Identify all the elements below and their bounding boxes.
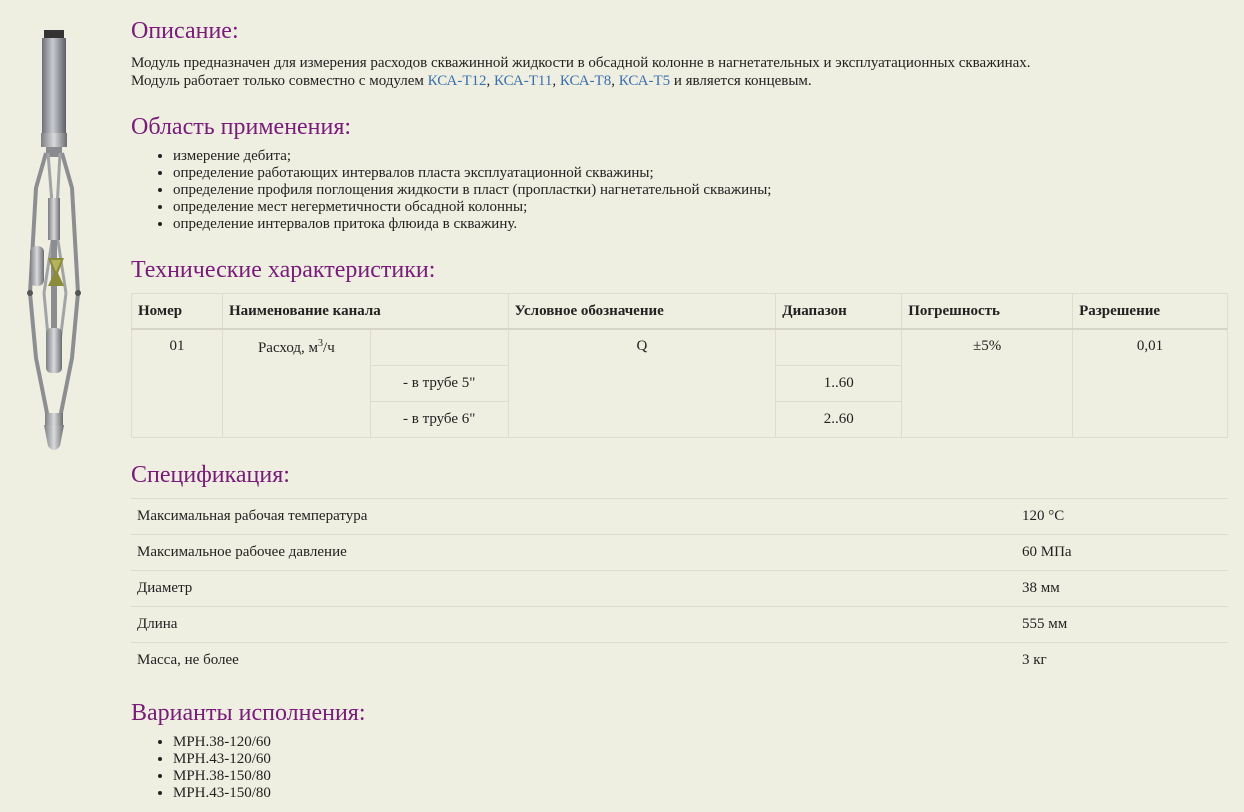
cell-number: 01 [132,329,223,438]
spec-name: Длина [131,607,1022,643]
spec-value: 3 кг [1022,643,1228,679]
table-row [132,329,1228,366]
cell-sub-label: - в трубе 5" [370,366,508,402]
spec-title: Спецификация: [131,462,290,488]
table-row [131,571,1228,607]
product-image [24,28,84,458]
table-row [131,607,1228,643]
application-list [131,148,1228,233]
content [131,14,1228,802]
description-line-2-prefix: Модуль работает только совместно с модулем [131,73,428,89]
spec-name: Диаметр [131,571,1022,607]
description-title: Описание: [131,18,239,44]
spec-value: 555 мм [1022,607,1228,643]
application-title: Область применения: [131,114,352,140]
spec-name: Максимальное рабочее давление [131,535,1022,571]
header-range: Диапазон [776,294,902,330]
cell-sub-range: 1..60 [776,366,902,402]
link-ksa-t8[interactable]: КСА-Т8 [559,73,612,89]
header-number: Номер [132,294,223,330]
list-item: • МРН.38-150/80 [173,768,1228,785]
spec-name: Максимальная рабочая температура [131,499,1022,535]
header-resolution: Разрешение [1073,294,1228,330]
tech-title: Технические характеристики: [131,257,436,283]
header-error: Погрешность [902,294,1073,330]
tech-section [131,253,1228,438]
table-row [131,499,1228,535]
spec-section [131,458,1228,678]
list-item: • МРН.43-120/60 [173,751,1228,768]
cell-range-empty [776,329,902,366]
list-item: • определение мест негерметичности обсадной колонны; [173,199,1228,216]
spec-name: Масса, не более [131,643,1022,679]
cell-sub-label: - в трубе 6" [370,402,508,438]
spec-value: 120 °С [1022,499,1228,535]
table-header-row [132,294,1228,330]
table-row [131,535,1228,571]
description-section [131,14,1228,90]
variants-title: Варианты исполнения: [131,700,366,726]
link-ksa-t5[interactable]: КСА-Т5 [618,73,671,89]
cell-error: ±5% [902,329,1073,438]
description-line-1: Модуль предназначен для измерения расходов скважинной жидкости в обсадной колонне в нагнетательных и эксплуатационных скважинах. [131,55,1031,71]
list-item: • определение профиля поглощения жидкости в пласт (пропластки) нагнетательной скважины; [173,182,1228,199]
application-section [131,110,1228,233]
table-row [131,643,1228,679]
list-item: • измерение дебита; [173,148,1228,165]
list-item: • МРН.43-150/80 [173,785,1228,802]
spec-table [131,498,1228,678]
header-channel-name: Наименование канала [222,294,508,330]
link-ksa-t12[interactable]: КСА-Т12 [427,73,487,89]
cell-sub-range: 2..60 [776,402,902,438]
list-item: • определение работающих интервалов пласта эксплуатационной скважины; [173,165,1228,182]
header-symbol: Условное обозначение [508,294,776,330]
description-line-2-suffix: и является концевым. [670,73,812,89]
cell-sub-empty [370,329,508,366]
cell-resolution: 0,01 [1073,329,1228,438]
list-item: • определение интервалов притока флюида в скважину. [173,216,1228,233]
spec-value: 38 мм [1022,571,1228,607]
cell-channel-name: Расход, $м^3/ч$ [222,329,370,438]
list-item: • МРН.38-120/60 [173,734,1228,751]
description-text: Модуль предназначен для измерения расходов скважинной жидкости в обсадной колонне в нагнетательных и эксплуатационных скважинах. Модуль работает только совместно с модулем КСА-Т12, КСА-Т11, КСА-Т8, КСА-Т5 и является концевым. [131,55,1031,89]
tech-table [131,293,1228,438]
variants-section [131,696,1228,802]
variants-list [131,734,1228,802]
cell-symbol: Q [508,329,776,438]
spec-value: 60 МПа [1022,535,1228,571]
link-ksa-t11[interactable]: КСА-Т11 [494,73,553,89]
